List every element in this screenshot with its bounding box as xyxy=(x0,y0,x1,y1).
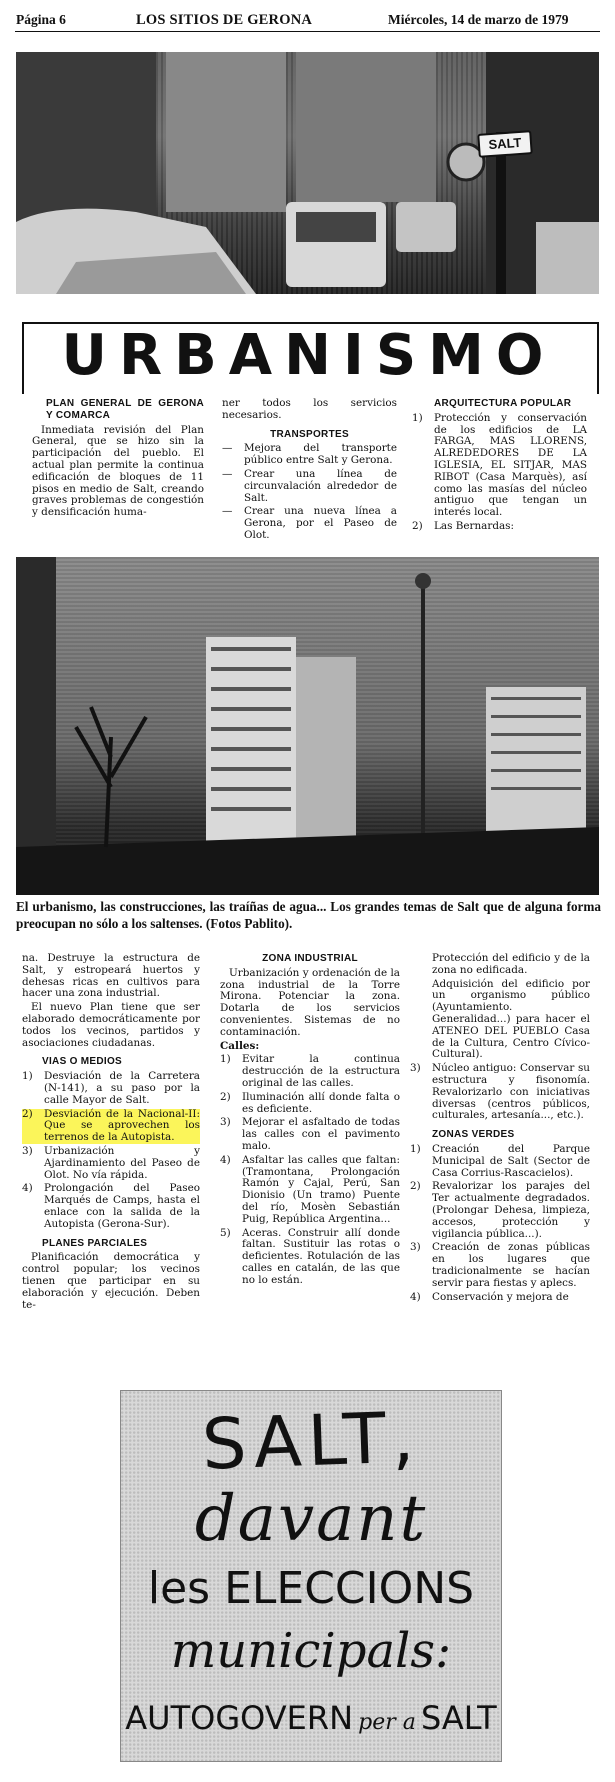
poster-autogovern: AUTOGOVERN xyxy=(125,1699,354,1737)
planes-heading: PLANES PARCIALES xyxy=(42,1237,148,1249)
list-item xyxy=(220,1228,400,1287)
list-item xyxy=(220,1155,400,1226)
list-text: Creación de zonas públicas en los lugares que tradicionalmente se hacían servir para fiestas y aplecs. xyxy=(432,1241,590,1289)
list-text: Protección y conservación de los edificios de LA FARGA, MAS LLORENS, ALREDEDORES DE LA IGLESIA, EL SITJAR, MAS RIBOT (Casa Marquès), así como las masías del núcleo antiguo que tengan un interés local. xyxy=(434,411,587,519)
list-item xyxy=(410,1063,590,1122)
list-item xyxy=(222,469,397,504)
list-item xyxy=(22,1146,200,1181)
column-arquitectura xyxy=(412,398,587,535)
list-marker: 1) xyxy=(412,411,423,424)
poster-per-a: per a xyxy=(358,1710,416,1735)
plan-general-text: Inmediata revisión del Plan General, que se hizo sin la participación del pueblo. El actual plan permite la continua edificación de bloques de 11 pisos en medio de Salt, creando graves problemas de congestión y densificación huma- xyxy=(32,423,204,519)
vias-heading: VIAS O MEDIOS xyxy=(42,1056,123,1068)
list-text: Conservación y mejora de xyxy=(432,1290,569,1303)
section-title: URBANISMO xyxy=(61,323,556,388)
elections-poster xyxy=(120,1390,502,1762)
masthead-rule xyxy=(15,31,600,32)
transportes-heading: TRANSPORTES xyxy=(270,428,349,440)
list-item xyxy=(220,1117,400,1152)
list-text: Aceras. Construir allí donde faltan. Sustituir las rotas o deficientes. Rotulación de las calles en catalán, de las que no lo están. xyxy=(242,1226,400,1286)
list-item xyxy=(410,979,590,1062)
list-item xyxy=(410,1144,590,1179)
list-item xyxy=(410,1242,590,1289)
arquitectura-heading: ARQUITECTURA POPULAR xyxy=(434,398,572,409)
list-marker: — xyxy=(222,467,233,480)
list-marker: 4) xyxy=(220,1153,231,1166)
column-vias xyxy=(22,953,200,1313)
newspaper-name: LOS SITIOS DE GERONA xyxy=(136,12,313,28)
list-marker: 4) xyxy=(410,1290,421,1303)
list-text: Las Bernardas: xyxy=(434,519,515,532)
planes-text: Planificación democrática y control popular; los vecinos tienen que participar en su elaboración y ejecución. Deben te- xyxy=(22,1251,200,1311)
list-text: Asfaltar las calles que faltan: (Tramontana, Prolongación Ramón y Cajal, Perú, San Dionisio (Un tramo) Puente del río, Mosèn Sebastián Puig, República Argentina... xyxy=(242,1153,400,1225)
list-marker: 1) xyxy=(410,1142,421,1155)
list-text: Crear una nueva línea a Gerona, por el Paseo de Olot. xyxy=(244,505,397,541)
list-marker: 4) xyxy=(22,1182,33,1195)
issue-date: Miércoles, 14 de marzo de 1979 xyxy=(388,12,569,27)
poster-line-municipals: municipals: xyxy=(170,1623,452,1679)
list-text: Desviación de la Carretera (N-141), a su paso por la calle Mayor de Salt. xyxy=(44,1070,200,1106)
column-zona-industrial xyxy=(220,953,400,1289)
poster-line-autogovern xyxy=(121,1693,501,1749)
list-text: Prolongación del Paseo Marqués de Camps, hasta el enlace con la salida de la Autopista (Gerona-Sur). xyxy=(44,1182,200,1230)
list-text: Mejorar el asfaltado de todas las calles con el pavimento malo. xyxy=(242,1116,400,1152)
transportes-intro: ner todos los servicios necesarios. xyxy=(222,397,397,421)
vias-p1: na. Destruye la estructura de Salt, y estropeará huertos y dehesas ricas en cultivos para hacer una zona industrial. xyxy=(22,952,200,1000)
zona-industrial-text: Urbanización y ordenación de la zona industrial de la Torre Mirona. Potenciar la zona. Dotarla de los servicios convenientes. Sistemas de no contaminación. xyxy=(220,966,400,1038)
zonas-verdes-heading: ZONAS VERDES xyxy=(432,1129,515,1141)
plan-general-heading: PLAN GENERAL DE GERONA Y COMARCA xyxy=(46,398,204,421)
photo-caption: El urbanismo, las construcciones, las traíñas de agua... Los grandes temas de Salt que de alguna forma preocupan no sólo a los saltenses. (Fotos Pablito). xyxy=(16,899,601,931)
list-marker: — xyxy=(222,505,233,518)
column-plan-general xyxy=(32,398,204,521)
list-text: Revalorizar los parajes del Ter actualmente degradados. (Prolongar Dehesa, limpieza, accesos, protección y vigilancia pública...). xyxy=(432,1180,590,1240)
list-item-highlighted xyxy=(22,1109,200,1144)
list-marker: 2) xyxy=(410,1180,421,1193)
list-marker: 1) xyxy=(22,1070,33,1083)
list-marker: 3) xyxy=(410,1062,421,1075)
list-item xyxy=(412,413,587,519)
poster-line-davant: davant xyxy=(194,1482,428,1556)
list-text: Iluminación allí donde falta o es deficiente. xyxy=(242,1090,400,1115)
list-marker: 5) xyxy=(220,1226,231,1239)
zona-industrial-heading: ZONA INDUSTRIAL xyxy=(262,953,358,964)
street-photo xyxy=(16,52,599,294)
poster-line-elections: les ELECCIONS xyxy=(147,1563,475,1614)
list-marker: 3) xyxy=(22,1144,33,1157)
list-item xyxy=(410,1292,590,1304)
list-marker: — xyxy=(222,442,233,455)
zonas-cont: Protección del edificio y de la zona no edificada. xyxy=(432,952,590,976)
list-text: Núcleo antiguo: Conservar su estructura y fisonomía. Revalorizarlo con iniciativas diversas (centros públicos, culturales, artesanía..., etc.). xyxy=(432,1062,590,1122)
list-marker xyxy=(410,979,432,1062)
list-marker: 2) xyxy=(412,519,423,532)
list-text: Mejora del transporte público entre Salt y Gerona. xyxy=(244,442,397,467)
poster-salt: SALT xyxy=(420,1699,497,1737)
list-marker: 2) xyxy=(22,1107,33,1120)
list-text: Urbanización y Ajardinamiento del Paseo de Olot. No vía rápida. xyxy=(44,1144,200,1181)
list-text: Desviación de la Nacional-II: Que se aprovechen los terrenos de la Autopista. xyxy=(44,1107,200,1144)
list-item xyxy=(220,1092,400,1116)
list-marker: 3) xyxy=(220,1116,231,1129)
list-text: Evitar la continua destrucción de la estructura original de las calles. xyxy=(242,1053,400,1089)
list-marker: 1) xyxy=(220,1053,231,1066)
list-item xyxy=(220,1054,400,1089)
list-item xyxy=(412,521,587,533)
list-item xyxy=(222,506,397,541)
buildings-photo xyxy=(16,557,599,895)
vias-p2: El nuevo Plan tiene que ser elaborado democráticamente por todos los vecinos, partidos y asociaciones ciudadanas. xyxy=(22,1001,200,1049)
list-item xyxy=(22,1071,200,1106)
list-marker: 2) xyxy=(220,1090,231,1103)
list-item xyxy=(22,1183,200,1230)
column-zonas-verdes xyxy=(410,953,590,1305)
calles-label: Calles: xyxy=(220,1039,260,1052)
list-text: Creación del Parque Municipal de Salt (Sector de Casa Corrius-Rascacielos). xyxy=(432,1142,590,1179)
page-number: Página 6 xyxy=(16,12,66,27)
list-text: Adquisición del edificio por un organismo público (Ayuntamiento. Generalidad...) para hacer el ATENEO DEL PUEBLO Casa de la Cultura, Centro Cívico-Cultural). xyxy=(432,977,590,1061)
poster-line-salt: SALT, xyxy=(200,1396,422,1486)
salt-sign: SALT xyxy=(477,130,533,158)
list-item xyxy=(222,443,397,467)
list-text: Crear una línea de circunvalación alrededor de Salt. xyxy=(244,467,397,504)
list-marker: 3) xyxy=(410,1241,421,1254)
column-transportes xyxy=(222,398,397,544)
list-item xyxy=(410,1181,590,1240)
